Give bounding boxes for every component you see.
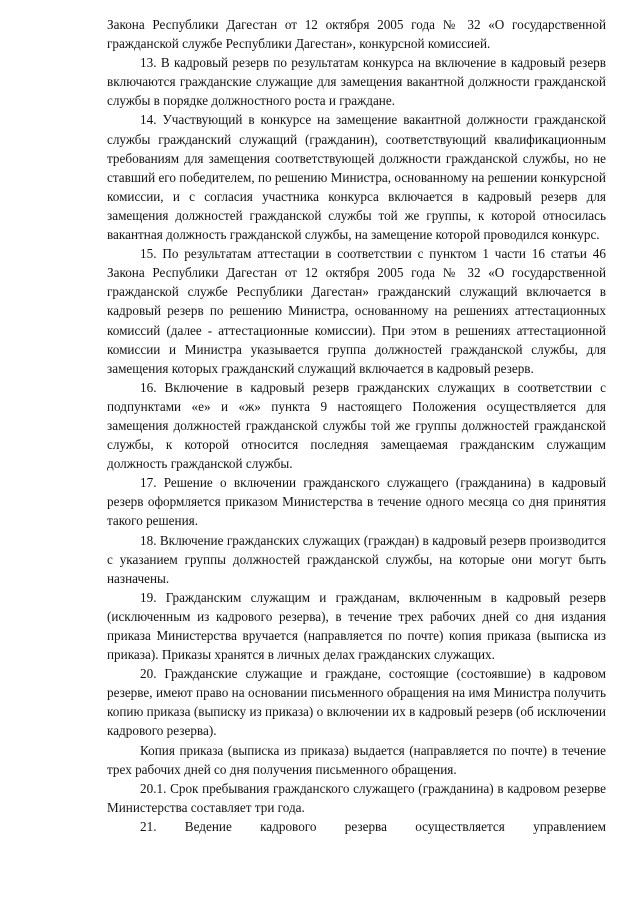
paragraph-18: 18. Включение гражданских служащих (граждан) в кадровый резерв производится с указанием группы должностей гражданской службы, на которые они могут быть назначены. xyxy=(107,532,606,586)
paragraph-17: 17. Решение о включении гражданского служащего (гражданина) в кадровый резерв оформляется приказом Министерства в течение одного месяца со дня принятия такого решения. xyxy=(107,475,606,529)
paragraph-21: 21. Ведение кадрового резерва осуществляется управлением xyxy=(140,818,606,834)
paragraph-19: 19. Гражданским служащим и гражданам, включенным в кадровый резерв (исключенным из кадрового резерва), в течение трех рабочих дней со дня издания приказа Министерства вручается (направляется по почте) копия приказа (выписка из приказа). Приказы хранятся в личных делах гражданских служащих. xyxy=(107,589,606,663)
paragraph-14: 14. Участвующий в конкурсе на замещение вакантной должности гражданской службы гражданский служащий (гражданин), соответствующий квалификационным требованиям для замещения соответствующей должности гражданской службы, но не ставший его победителем, по решению Министра, основанному на решении конкурсной комиссии, и с согласия участника конкурса включается в кадровый резерв для замещения должностей гражданской службы той же группы, к которой относилась вакантная должность гражданской службы, на замещение которой проводился конкурс. xyxy=(107,112,606,243)
paragraph-20-copy: Копия приказа (выписка из приказа) выдается (направляется по почте) в течение трех рабочих дней со дня получения письменного обращения. xyxy=(107,742,606,777)
paragraph-15: 15. По результатам аттестации в соответствии с пунктом 1 части 16 статьи 46 Закона Республики Дагестан от 12 октября 2005 года № 32 «О государственной гражданской службе Республики Дагестан» гражданский служащий включается в кадровый резерв по решению Министра, основанному на решениях аттестационных комиссий (далее - аттестационные комиссии). При этом в решениях аттестационной комиссии и Министра указывается группа должностей гражданской службы, для замещения которых гражданский служащий включается в кадровый резерв. xyxy=(107,246,606,376)
paragraph-13: 13. В кадровый резерв по результатам конкурса на включение в кадровый резерв включаются гражданские служащие для замещения вакантной должности гражданской службы в порядке должностного роста и граждане. xyxy=(107,55,606,109)
paragraph-intro: Закона Республики Дагестан от 12 октября 2005 года № 32 «О государственной гражданской службе Республики Дагестан», конкурсной комиссией. xyxy=(107,17,606,52)
document-body xyxy=(107,15,606,836)
paragraph-20-1: 20.1. Срок пребывания гражданского служащего (гражданина) в кадровом резерве Министерства составляет три года. xyxy=(107,780,606,815)
paragraph-20: 20. Гражданские служащие и граждане, состоящие (состоявшие) в кадровом резерве, имеют право на основании письменного обращения на имя Министра получить копию приказа (выписку из приказа) о включении их в кадровый резерв (об исключении кадрового резерва). xyxy=(107,666,606,739)
paragraph-16: 16. Включение в кадровый резерв гражданских служащих в соответствии с подпунктами «е» и «ж» пункта 9 настоящего Положения осуществляется для замещения должностей гражданской службы той же группы должностей гражданской службы, к которой относится последняя замещаемая гражданским служащим должность гражданской службы. xyxy=(107,379,606,472)
